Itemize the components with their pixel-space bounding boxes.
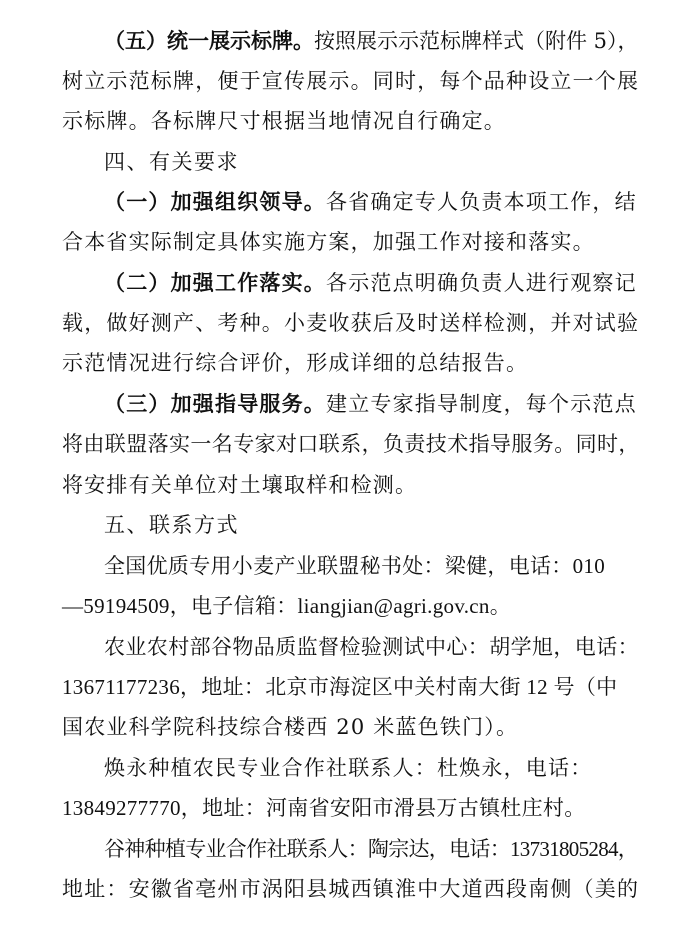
section-4-item-2-line-3: 示范情况进行综合评价，形成详细的总结报告。 — [62, 351, 529, 375]
contact-3-line-1: 焕永种植农民专业合作社联系人：杜焕永，电话： — [104, 756, 593, 780]
paragraph-5-line-1 — [104, 28, 639, 54]
section-4-item-3-line-2: 将由联盟落实一名专家对口联系，负责技术指导服务。同时， — [62, 432, 640, 456]
contact-2-line-3: 国农业科学院科技综合楼西 20 米蓝色铁门）。 — [62, 715, 519, 739]
section-4-item-1-label: （一）加强组织领导。 — [104, 190, 326, 214]
contact-1-line-1: 全国优质专用小麦产业联盟秘书处：梁健，电话：010 — [104, 554, 605, 578]
section-4-item-1-line-1 — [104, 189, 637, 215]
paragraph-5-line-2: 树立示范标牌，便于宣传展示。同时，每个品种设立一个展 — [62, 69, 640, 93]
section-4-item-1-text: 各省确定专人负责本项工作，结 — [326, 190, 637, 214]
section-4-item-3-line-3: 将安排有关单位对土壤取样和检测。 — [62, 473, 418, 497]
contact-1-line-2: —59194509，电子信箱：liangjian@agri.gov.cn。 — [62, 594, 512, 618]
section-5-heading: 五、联系方式 — [104, 513, 239, 537]
section-4-item-2-line-2: 载，做好测产、考种。小麦收获后及时送样检测，并对试验 — [62, 311, 640, 335]
section-4-item-3-line-1 — [104, 391, 637, 417]
contact-2-line-1: 农业农村部谷物品质监督检验测试中心：胡学旭，电话： — [104, 635, 639, 659]
contact-2-line-2: 13671177236，地址：北京市海淀区中关村南大街 12 号（中 — [62, 675, 618, 699]
section-4-heading: 四、有关要求 — [104, 150, 239, 174]
section-4-item-2-line-1 — [104, 270, 637, 296]
paragraph-5-text: 按照展示示范标牌样式（附件 5）， — [314, 29, 639, 53]
paragraph-5-label: （五）统一展示标牌。 — [104, 29, 314, 53]
contact-3-line-2: 13849277770，地址：河南省安阳市滑县万古镇杜庄村。 — [62, 796, 586, 820]
section-4-item-2-label: （二）加强工作落实。 — [104, 271, 326, 295]
section-4-item-2-text: 各示范点明确负责人进行观察记 — [326, 271, 637, 295]
contact-4-line-2: 地址：安徽省亳州市涡阳县城西镇淮中大道西段南侧（美的 — [62, 877, 640, 901]
contact-4-line-1: 谷神种植专业合作社联系人：陶宗达，电话：13731805284， — [104, 837, 639, 861]
section-4-item-3-text: 建立专家指导制度，每个示范点 — [326, 392, 637, 416]
section-4-item-1-line-2: 合本省实际制定具体实施方案，加强工作对接和落实。 — [62, 230, 595, 254]
section-4-item-3-label: （三）加强指导服务。 — [104, 392, 326, 416]
paragraph-5-line-3: 示标牌。各标牌尺寸根据当地情况自行确定。 — [62, 109, 506, 133]
